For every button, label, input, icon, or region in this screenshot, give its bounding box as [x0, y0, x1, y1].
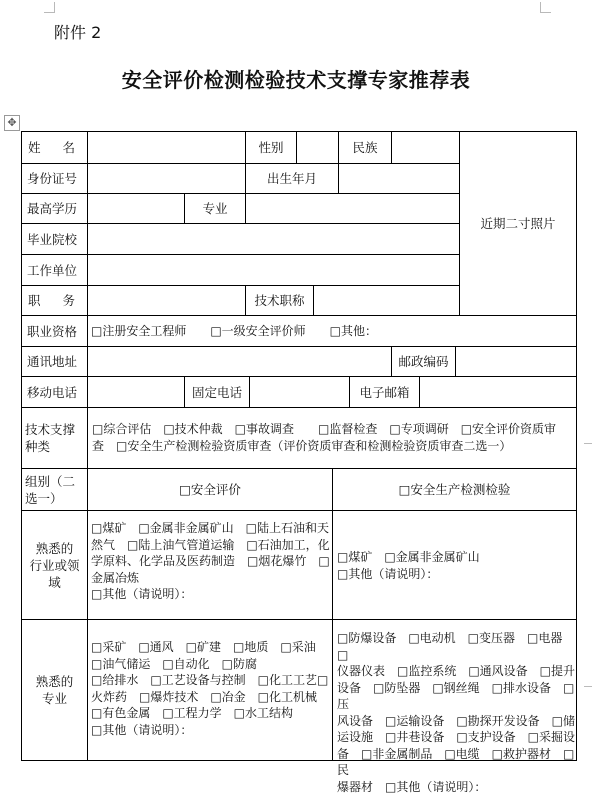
margin-mark [584, 443, 592, 444]
ethnicity-label: 民族 [352, 140, 378, 155]
tech-title-label: 技术职称 [254, 293, 305, 308]
school-field[interactable] [88, 224, 459, 254]
label-line: 技术支撑 [25, 422, 76, 437]
phone-label: 固定电话 [191, 384, 242, 400]
postcode-label: 邮政编码 [398, 354, 449, 369]
support-type-options[interactable]: □综合评估 □技术仲裁 □事故调查 □监督检查 □专项调研 □安全评价资质审 查 □安全生产检测检验资质审查（评价资质审查和检测检验资质审查二选一） [92, 422, 557, 453]
label-char: 务 [62, 293, 75, 308]
group-label [25, 469, 87, 510]
label-line: 选一） [25, 490, 63, 506]
support-type-label [25, 408, 87, 468]
education-label: 最高学历 [27, 201, 78, 216]
margin-mark [584, 686, 592, 687]
recommendation-form [21, 131, 577, 794]
email-label: 电子邮箱 [359, 384, 410, 400]
id-number-label: 身份证号 [27, 171, 78, 186]
phone-field[interactable] [250, 377, 349, 407]
specialty-options-testing[interactable]: □防爆设备 □电动机 □变压器 □电器 □ 仪器仪表 □监控系统 □通风设备 □提升 设备 □防坠器 □钢丝绳 □排水设备 □压 风设备 □运输设备 □勘探开发设备 □储 运设施 □井巷设备 □支护设备 □采掘设 备 □非金属制品 □电缆 □救护器材 □民 爆器材 □其他（请说明）： [337, 631, 576, 794]
table-move-handle-icon[interactable]: ✥ [4, 115, 20, 131]
position-field[interactable] [88, 286, 245, 315]
label-line: 组别（二 [25, 473, 76, 489]
qualification-options[interactable]: □注册安全工程师 □一级安全评价师 □其他： [91, 323, 378, 338]
mobile-label: 移动电话 [27, 384, 78, 400]
birth-date-field[interactable] [339, 164, 459, 193]
label-char: 职 [28, 293, 41, 308]
address-field[interactable] [88, 347, 391, 376]
employer-label: 工作单位 [27, 262, 78, 278]
address-label: 通讯地址 [27, 354, 78, 369]
name-label [22, 132, 87, 163]
industry-options-testing[interactable]: □煤矿 □金属非金属矿山 □其他（请说明）： [337, 550, 480, 581]
email-field[interactable] [420, 377, 576, 407]
gender-label: 性别 [258, 140, 284, 155]
specialty-options-evaluation[interactable]: □采矿 □通风 □矿建 □地质 □采油 □油气储运 □自动化 □防腐 □给排水 □工艺设备与控制 □化工工艺□ 火炸药 □爆炸技术 □冶金 □化工机械 □有色金属 □工程力学 □水工结构 □其他（请说明）： [91, 640, 329, 737]
photo-box[interactable]: 近期二寸照片 [480, 216, 556, 231]
label-line: 熟悉的 [35, 674, 74, 689]
group-option-testing[interactable]: □安全生产检测检验 [398, 482, 511, 497]
education-field[interactable] [88, 194, 184, 223]
tech-title-field[interactable] [314, 286, 459, 315]
postcode-field[interactable] [456, 347, 576, 376]
attachment-label: 附件 2 [54, 23, 102, 42]
school-label: 毕业院校 [27, 231, 78, 247]
document-title: 安全评价检测检验技术支撑专家推荐表 [121, 68, 471, 92]
name-field[interactable] [88, 132, 245, 163]
label-char: 名 [62, 140, 75, 155]
industry-label [22, 511, 87, 619]
specialty-label [22, 620, 87, 760]
mobile-field[interactable] [88, 377, 184, 407]
id-number-field[interactable] [88, 164, 245, 193]
group-option-evaluation[interactable]: □安全评价 [179, 482, 241, 497]
major-label: 专业 [202, 201, 228, 216]
label-line: 熟悉的 [35, 540, 74, 556]
label-line: 域 [48, 574, 61, 590]
page-corner-mark [540, 2, 551, 13]
industry-options-evaluation[interactable]: □煤矿 □金属非金属矿山 □陆上石油和天 然气 □陆上油气管道运输 □石油加工，化 学原料、化学品及医药制造 □烟花爆竹 □ 金属冶炼 □其他（请说明）： [91, 521, 330, 601]
employer-field[interactable] [88, 255, 459, 285]
birth-date-label: 出生年月 [266, 171, 317, 186]
major-field[interactable] [246, 194, 459, 223]
qualification-label: 职业资格 [27, 323, 78, 339]
label-char: 姓 [28, 140, 41, 155]
ethnicity-field[interactable] [392, 132, 459, 163]
position-label [22, 286, 87, 315]
label-line: 行业或领 [29, 557, 80, 573]
page-corner-mark [44, 2, 55, 13]
gender-field[interactable] [297, 132, 338, 163]
label-line: 专业 [41, 691, 67, 706]
label-line: 种类 [25, 439, 51, 454]
